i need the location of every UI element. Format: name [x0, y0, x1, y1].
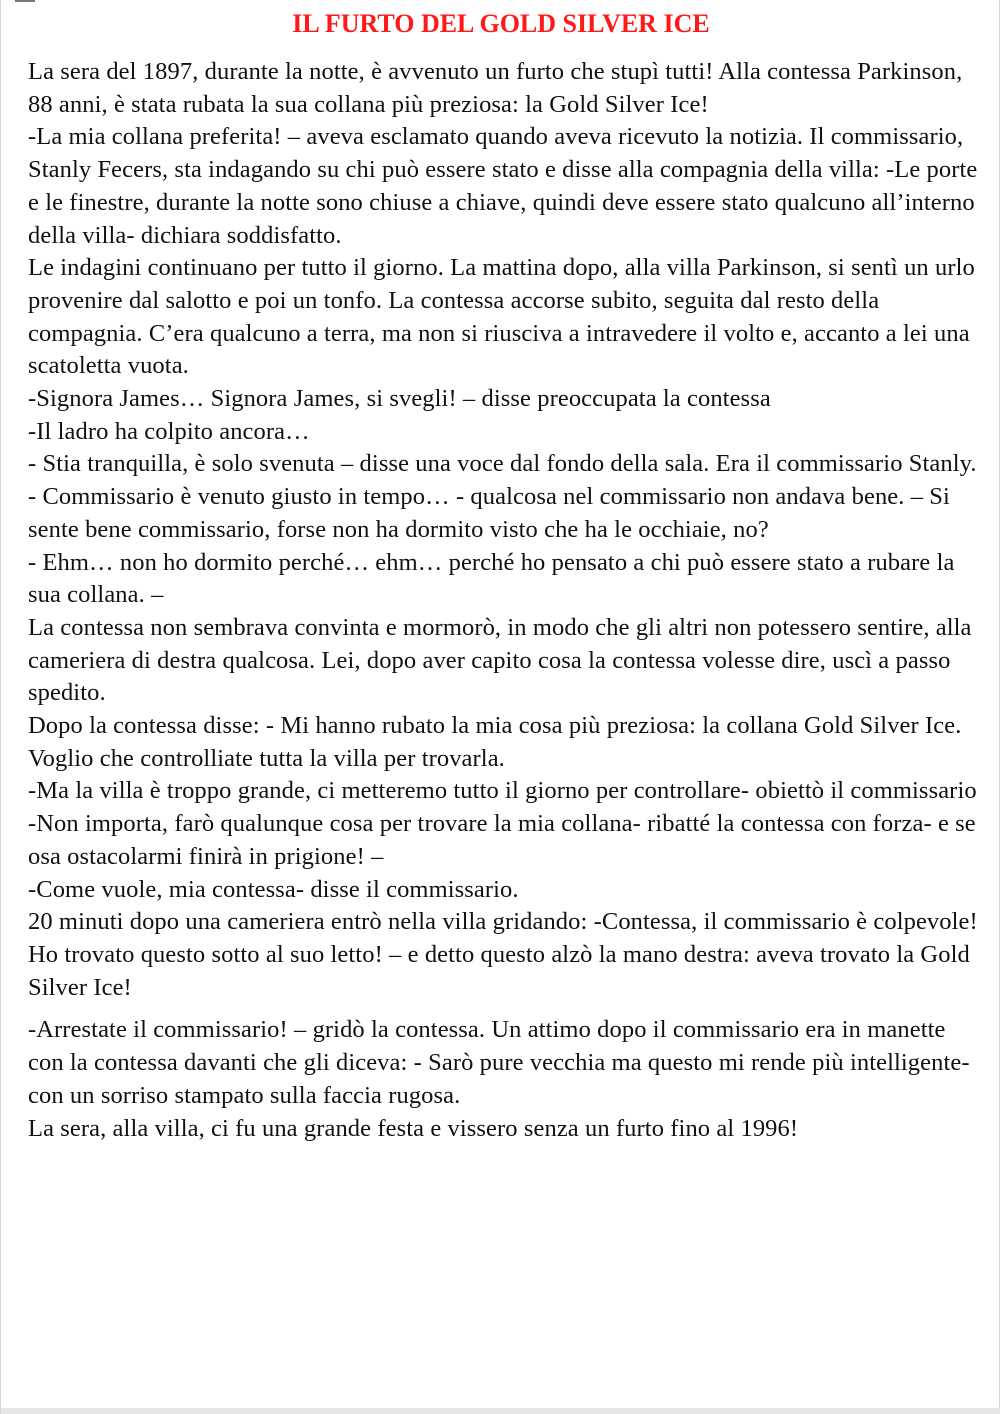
- paragraph-11: -Ma la villa è troppo grande, ci metteremo tutto il giorno per controllare- obiettò il commissario: [28, 777, 977, 805]
- paragraph-8: - Ehm… non ho dormito perché… ehm… perché ho pensato a chi può essere stato a rubare la sua collana. –: [28, 548, 955, 609]
- page-corner-mark: [15, 0, 35, 2]
- paragraph-5: -Il ladro ha colpito ancora…: [28, 417, 310, 445]
- story-body: [28, 56, 978, 1145]
- paragraph-16: La sera, alla villa, ci fu una grande festa e vissero senza un furto fino al 1996!: [28, 1114, 799, 1142]
- paragraph-7: - Commissario è venuto giusto in tempo… - qualcosa nel commissario non andava bene. – Si sente bene commissario, forse non ha dormito visto che ha le occhiaie, no?: [28, 483, 950, 543]
- paragraph-15: -Arrestate il commissario! – gridò la contessa. Un attimo dopo il commissario era in manette con la contessa davanti che gli diceva: - Sarò pure vecchia ma questo mi rende più intelligente- con un sorriso stampato sulla faccia rugosa.: [28, 1016, 970, 1109]
- paragraph-6: - Stia tranquilla, è solo svenuta – disse una voce dal fondo della sala. Era il commissario Stanly.: [28, 450, 977, 478]
- paragraph-14: 20 minuti dopo una cameriera entrò nella villa gridando: -Contessa, il commissario è colpevole! Ho trovato questo sotto al suo letto! – e detto questo alzò la mano destra: aveva trovato la Gold Silver Ice!: [28, 908, 978, 1001]
- paragraph-12: -Non importa, farò qualunque cosa per trovare la mia collana- ribatté la contessa con forza- e se osa ostacolarmi finirà in prigione! –: [28, 810, 976, 870]
- paragraph-2: -La mia collana preferita! – aveva esclamato quando aveva ricevuto la notizia. Il commissario, Stanly Fecers, sta indagando su chi può essere stato e disse alla compagnia della villa: -Le porte e le finestre, durante la notte sono chiuse a chiave, quindi deve essere stato qualcuno all’interno della villa- dichiara soddisfatto.: [28, 123, 978, 249]
- paragraph-3: Le indagini continuano per tutto il giorno. La mattina dopo, alla villa Parkinson, si sentì un urlo provenire dal salotto e poi un tonfo. La contessa accorse subito, seguita dal resto della compagnia. C’era qualcuno a terra, ma non si riusciva a intravedere il volto e, accanto a lei una scatoletta vuota.: [28, 254, 975, 380]
- story-title: IL FURTO DEL GOLD SILVER ICE: [292, 9, 710, 38]
- paragraph-4: -Signora James… Signora James, si svegli! – disse preoccupata la contessa: [28, 385, 771, 413]
- paragraph-9: La contessa non sembrava convinta e mormorò, in modo che gli altri non potessero sentire, alla cameriera di destra qualcosa. Lei, dopo aver capito cosa la contessa volesse dire, uscì a passo spedito.: [28, 613, 972, 707]
- page-bottom-edge: [1, 1408, 1000, 1414]
- paragraph-10: Dopo la contessa disse: - Mi hanno rubato la mia cosa più preziosa: la collana Gold Silver Ice. Voglio che controlliate tutta la villa per trovarla.: [28, 712, 962, 772]
- paragraph-13: -Come vuole, mia contessa- disse il commissario.: [28, 875, 519, 903]
- paragraph-1: La sera del 1897, durante la notte, è avvenuto un furto che stupì tutti! Alla contessa Parkinson, 88 anni, è stata rubata la sua collana più preziosa: la Gold Silver Ice!: [28, 58, 963, 118]
